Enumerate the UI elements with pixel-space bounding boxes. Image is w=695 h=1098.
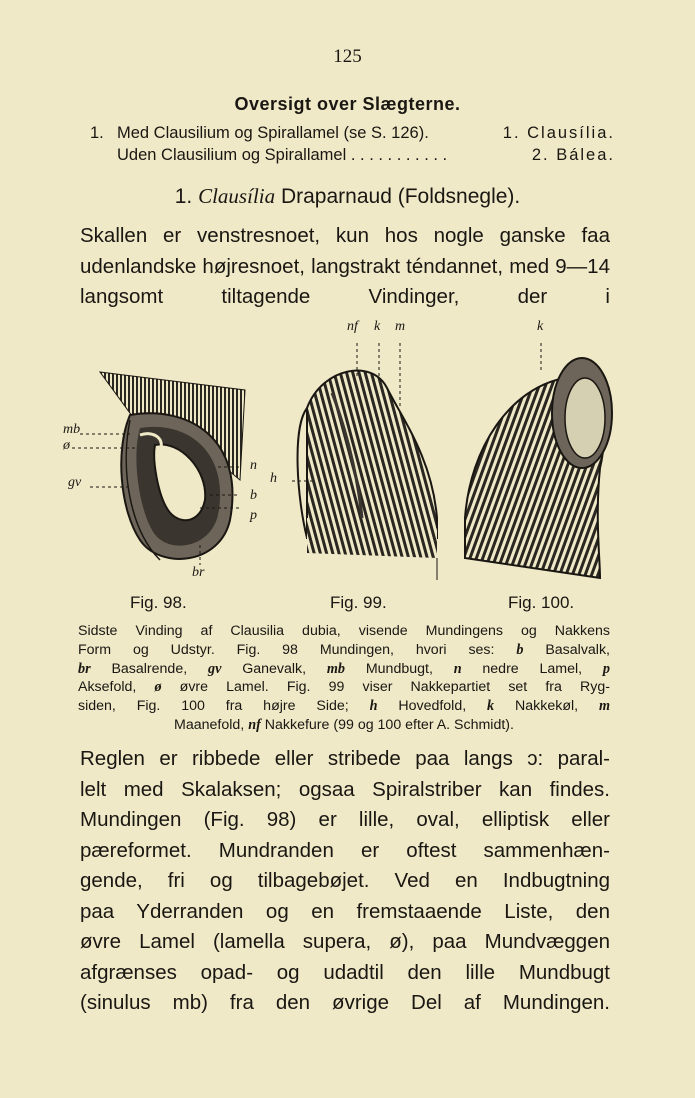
label-nf: nf [347,319,358,334]
section-number: 1. [174,185,193,208]
caption-line [78,641,610,660]
text-line: paa Yderranden og en fremstaaende Liste, den [80,899,610,923]
intro-text: Skallen er venstresnoet, kun hos nogle ganske faa udenlandske højresnoet, langstrakt téndannet, med 9—14 langsomt tiltagende Vindinger, der i [80,224,610,308]
label-k: k [374,319,381,334]
text-line: lelt med Skalaksen; ogsaa Spiralstriber kan findes. [80,777,610,801]
figure-99-label: Fig. 99. [330,593,387,612]
text-line: gende, fri og tilbagebøjet. Ved en Indbugtning [80,869,610,892]
caption-text: øvre Lamel. Fig. 99 viser Nakkepartiet set fra Ryg- [179,679,610,696]
figure-100-label: Fig. 100. [508,593,575,612]
text-line: Mundingen (Fig. 98) er lille, oval, elliptisk eller [80,808,610,831]
caption-line [78,697,610,716]
caption-abbr: h [369,698,378,715]
figure-98-illustration [60,360,260,600]
overview-heading: Oversigt over Slægterne. [234,94,461,114]
figure-100 [460,318,620,588]
text-line: pæreformet. Mundranden er oftest sammenhæn- [80,838,610,862]
key-result: 1. Clausília. [502,124,615,142]
caption-text: Maanefold, [174,716,245,733]
label-b: b [250,488,257,503]
caption-abbr: p [602,660,610,677]
caption-text: Nakkefure (99 og 100 efter A. Schmidt). [264,716,514,733]
caption-abbr: k [487,698,495,715]
label-n: n [250,458,257,473]
key-result: 2. Bálea. [531,146,615,164]
page-number: 125 [333,46,362,67]
label-k-100: k [537,319,544,334]
caption-line [78,716,610,735]
label-m: m [395,319,406,334]
caption-line: Sidste Vinding af Clausilia dubia, visende Mundingens og Nakkens [78,623,610,639]
label-p: p [250,508,257,523]
key-number: 1. [90,124,104,142]
key-row [90,124,615,146]
figure-98-label: Fig. 98. [130,593,187,612]
caption-text: Hovedfold, [398,698,467,715]
caption-abbr: b [516,641,524,658]
key-text: Uden Clausilium og Spirallamel . . . . . . . . . . . [117,146,448,164]
caption-abbr: br [78,660,91,677]
key-text: Med Clausilium og Spirallamel (se S. 126). [117,124,429,142]
caption-text: Ganevalk, [242,660,307,677]
caption-text: Basalvalk, [545,641,610,658]
caption-text: Nakkekøl, [515,698,579,715]
caption-line [78,660,610,679]
label-o: ø [63,438,70,453]
text-line: (sinulus mb) fra den øvrige Del af Mundingen. [80,991,610,1014]
genus-author: Draparnaud (Foldsnegle). [280,185,521,208]
intro-paragraph [80,221,610,313]
figure-caption [78,622,610,735]
caption-text: Aksefold, [78,679,137,696]
main-paragraph [80,744,610,1019]
caption-text: Form og Udstyr. Fig. 98 Mundingen, hvori ses: [78,641,495,658]
genus-name: Clausília [198,184,276,208]
text-line: afgrænses opad- og udadtil den lille Mundbugt [80,960,610,984]
caption-abbr: gv [207,660,222,677]
caption-abbr: nf [248,716,261,733]
caption-abbr: mb [326,660,346,677]
key-row [90,146,615,168]
caption-text: siden, Fig. 100 fra højre Side; [78,698,349,715]
text-line: Reglen er ribbede eller stribede paa langs ɔ: paral- [80,747,610,770]
caption-text: Basalrende, [111,660,188,677]
label-mb: mb [63,422,81,437]
label-h: h [270,471,277,486]
caption-abbr: n [453,660,462,677]
figure-99-illustration [262,318,442,588]
caption-line [78,678,610,697]
figure-100-illustration [460,318,620,588]
figure-99 [262,318,442,588]
text-line: øvre Lamel (lamella supera, ø), paa Mundvæggen [80,930,610,953]
caption-abbr: m [598,698,611,715]
label-br: br [192,565,205,580]
section-heading [0,184,695,209]
caption-text: nedre Lamel, [482,660,583,677]
label-gv: gv [68,475,82,490]
figure-98 [60,360,260,600]
caption-abbr: ø [154,679,162,696]
caption-text: Mundbugt, [365,660,433,677]
